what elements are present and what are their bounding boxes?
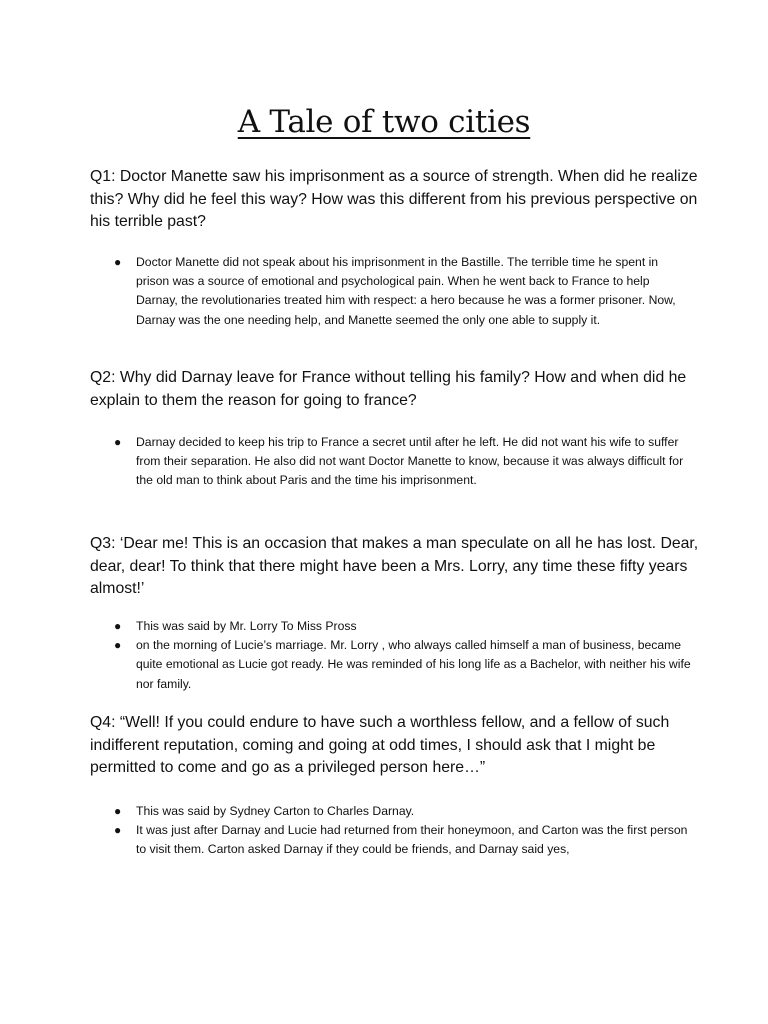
answer-list-2 — [114, 433, 691, 491]
question-3: Q3: ‘Dear me! This is an occasion that makes a man speculate on all he has lost. Dear, dear, dear! To think that there might have been a Mrs. Lorry, any time these fifty years almost!’ — [90, 535, 699, 597]
bullet-icon: ● — [114, 255, 122, 269]
answer-list-3 — [114, 617, 691, 694]
answer-text: This was said by Mr. Lorry To Miss Pross — [136, 619, 357, 633]
answer-item — [114, 433, 691, 491]
answer-list-1 — [114, 253, 691, 330]
answer-text: Darnay decided to keep his trip to France a secret until after he left. He did not want his wife to suffer from their separation. He also did not want Doctor Manette to know, because it was always difficult for the old man to think about Paris and the time his imprisonment. — [136, 435, 684, 488]
answer-item — [114, 821, 691, 859]
answer-item — [114, 617, 691, 636]
answer-item — [114, 802, 691, 821]
answer-text: on the morning of Lucie’s marriage. Mr. Lorry , who always called himself a man of business, became quite emotional as Lucie got ready. He was reminded of his long life as a Bachelor, with neither his wife nor family. — [136, 638, 691, 691]
answer-text: This was said by Sydney Carton to Charles Darnay. — [136, 804, 415, 818]
answer-text: Doctor Manette did not speak about his imprisonment in the Bastille. The terrible time he spent in prison was a source of emotional and psychological pain. When he went back to France to help Darnay, the revolutionaries treated him with respect: a hero because he was a former prisoner. Now, Darnay was the one needing help, and Manette seemed the only one able to supply it. — [136, 255, 676, 327]
answer-list-4 — [114, 802, 691, 860]
bullet-icon: ● — [114, 638, 122, 653]
bullet-icon: ● — [114, 823, 122, 838]
answer-item — [114, 253, 691, 330]
question-4: Q4: “Well! If you could endure to have such a worthless fellow, and a fellow of such indifferent reputation, coming and going at odd times, I should ask that I might be permitted to come and go as a privileged person here…” — [90, 714, 670, 776]
bullet-icon: ● — [114, 804, 122, 818]
question-2: Q2: Why did Darnay leave for France without telling his family? How and when did he explain to them the reason for going to france? — [90, 369, 687, 409]
answer-text: It was just after Darnay and Lucie had returned from their honeymoon, and Carton was the first person to visit them. Carton asked Darnay if they could be friends, and Darnay said yes, — [136, 823, 688, 857]
answer-item — [114, 636, 691, 694]
bullet-icon: ● — [114, 619, 122, 633]
bullet-icon: ● — [114, 435, 122, 449]
question-1: Q1: Doctor Manette saw his imprisonment as a source of strength. When did he realize this? Why did he feel this way? How was this different from his previous perspective on his terrible past? — [90, 168, 698, 230]
document-title: A Tale of two cities — [237, 104, 531, 140]
